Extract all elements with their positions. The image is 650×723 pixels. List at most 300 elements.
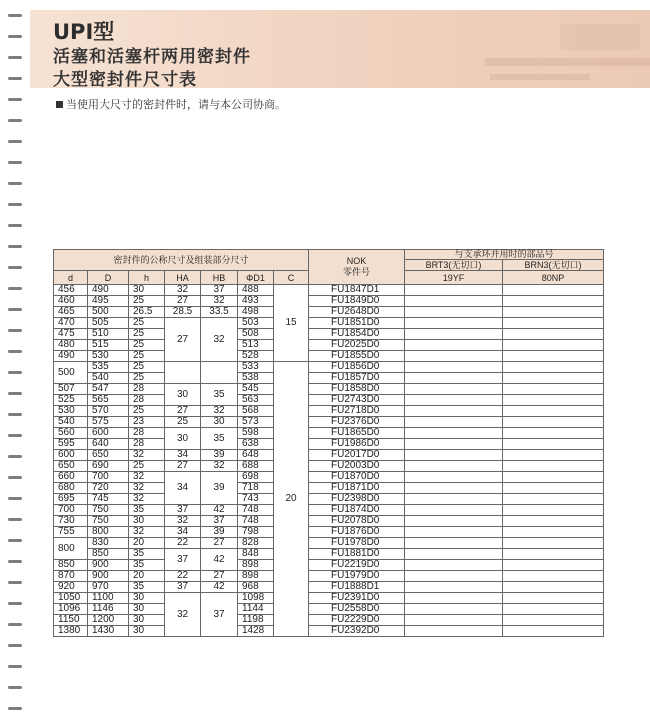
cell-brt3 bbox=[405, 527, 503, 538]
cell-brt3 bbox=[405, 318, 503, 329]
cell-d: 500 bbox=[54, 362, 88, 384]
cell-D1: 568 bbox=[238, 406, 274, 417]
cell-HB: 27 bbox=[201, 538, 238, 549]
cell-h: 30 bbox=[129, 626, 165, 637]
cell-nok-part: FU1851D0 bbox=[309, 318, 405, 329]
table-row bbox=[54, 329, 604, 340]
cell-HB: 39 bbox=[201, 527, 238, 538]
binder-hole bbox=[8, 539, 22, 542]
table-row bbox=[54, 285, 604, 296]
brt3-material: 19YF bbox=[405, 271, 503, 285]
cell-HA: 32 bbox=[165, 593, 201, 637]
cell-HA: 22 bbox=[165, 571, 201, 582]
cell-D: 500 bbox=[88, 307, 129, 318]
cell-brn3 bbox=[503, 461, 604, 472]
cell-brn3 bbox=[503, 417, 604, 428]
cell-brn3 bbox=[503, 406, 604, 417]
col-h: h bbox=[129, 271, 165, 285]
cell-D1: 503 bbox=[238, 318, 274, 329]
cell-d: 700 bbox=[54, 505, 88, 516]
cell-d: 507 bbox=[54, 384, 88, 395]
cell-HB: 32 bbox=[201, 406, 238, 417]
cell-d: 870 bbox=[54, 571, 88, 582]
cell-D1: 698 bbox=[238, 472, 274, 483]
cell-brt3 bbox=[405, 615, 503, 626]
cell-h: 30 bbox=[129, 615, 165, 626]
cell-brn3 bbox=[503, 439, 604, 450]
table-row bbox=[54, 340, 604, 351]
cell-d: 800 bbox=[54, 538, 88, 560]
cell-d: 660 bbox=[54, 472, 88, 483]
cell-D1: 508 bbox=[238, 329, 274, 340]
cell-D1: 573 bbox=[238, 417, 274, 428]
cell-d: 530 bbox=[54, 406, 88, 417]
cell-d: 695 bbox=[54, 494, 88, 505]
cell-brt3 bbox=[405, 604, 503, 615]
table-row bbox=[54, 626, 604, 637]
cell-h: 26.5 bbox=[129, 307, 165, 318]
cell-d: 540 bbox=[54, 417, 88, 428]
bleed-through-text bbox=[480, 24, 650, 84]
binder-hole bbox=[8, 413, 22, 416]
table-row bbox=[54, 373, 604, 384]
cell-HB: 32 bbox=[201, 461, 238, 472]
seal-size-table bbox=[53, 249, 604, 637]
cell-D: 750 bbox=[88, 516, 129, 527]
cell-HA: 32 bbox=[165, 516, 201, 527]
cell-D1: 1144 bbox=[238, 604, 274, 615]
cell-brn3 bbox=[503, 593, 604, 604]
cell-D1: 898 bbox=[238, 571, 274, 582]
cell-brn3 bbox=[503, 384, 604, 395]
cell-brn3 bbox=[503, 604, 604, 615]
cell-h: 35 bbox=[129, 582, 165, 593]
cell-h: 20 bbox=[129, 571, 165, 582]
cell-D: 850 bbox=[88, 549, 129, 560]
cell-nok-part: FU2558D0 bbox=[309, 604, 405, 615]
cell-d: 1380 bbox=[54, 626, 88, 637]
cell-nok-part: FU1855D0 bbox=[309, 351, 405, 362]
cell-D1: 563 bbox=[238, 395, 274, 406]
cell-h: 30 bbox=[129, 593, 165, 604]
cell-D: 640 bbox=[88, 439, 129, 450]
cell-brn3 bbox=[503, 549, 604, 560]
binder-hole bbox=[8, 245, 22, 248]
cell-d: 470 bbox=[54, 318, 88, 329]
cell-h: 28 bbox=[129, 384, 165, 395]
binder-hole bbox=[8, 392, 22, 395]
cell-brn3 bbox=[503, 560, 604, 571]
cell-d: 680 bbox=[54, 483, 88, 494]
cell-d: 850 bbox=[54, 560, 88, 571]
cell-brt3 bbox=[405, 373, 503, 384]
cell-brt3 bbox=[405, 285, 503, 296]
cell-brn3 bbox=[503, 472, 604, 483]
cell-brn3 bbox=[503, 395, 604, 406]
cell-HB: 33.5 bbox=[201, 307, 238, 318]
binder-hole bbox=[8, 119, 22, 122]
cell-brn3 bbox=[503, 329, 604, 340]
cell-D1: 598 bbox=[238, 428, 274, 439]
cell-nok-part: FU2648D0 bbox=[309, 307, 405, 318]
cell-HB: 39 bbox=[201, 472, 238, 505]
binder-hole bbox=[8, 56, 22, 59]
cell-nok-part: FU1986D0 bbox=[309, 439, 405, 450]
cell-brt3 bbox=[405, 472, 503, 483]
cell-brn3 bbox=[503, 362, 604, 373]
cell-nok-part: FU2718D0 bbox=[309, 406, 405, 417]
cell-brt3 bbox=[405, 307, 503, 318]
cell-brn3 bbox=[503, 494, 604, 505]
cell-HB: 30 bbox=[201, 417, 238, 428]
table-row bbox=[54, 538, 604, 549]
cell-nok-part: FU1865D0 bbox=[309, 428, 405, 439]
binder-hole bbox=[8, 35, 22, 38]
cell-h: 25 bbox=[129, 318, 165, 329]
cell-HB: 42 bbox=[201, 582, 238, 593]
cell-brn3 bbox=[503, 318, 604, 329]
cell-HA: 27 bbox=[165, 318, 201, 362]
cell-brt3 bbox=[405, 417, 503, 428]
cell-D: 900 bbox=[88, 560, 129, 571]
table-row bbox=[54, 505, 604, 516]
cell-brn3 bbox=[503, 538, 604, 549]
cell-D1: 538 bbox=[238, 373, 274, 384]
cell-brn3 bbox=[503, 450, 604, 461]
backup-header-text: 与支承环并用时的部品号 bbox=[405, 250, 603, 260]
col-d: d bbox=[54, 271, 88, 285]
cell-HB: 35 bbox=[201, 384, 238, 406]
binder-hole bbox=[8, 308, 22, 311]
table-row bbox=[54, 428, 604, 439]
binder-hole bbox=[8, 329, 22, 332]
cell-brt3 bbox=[405, 406, 503, 417]
binder-hole bbox=[8, 98, 22, 101]
cell-D: 540 bbox=[88, 373, 129, 384]
cell-D1: 528 bbox=[238, 351, 274, 362]
cell-HA: 22 bbox=[165, 538, 201, 549]
cell-D1: 848 bbox=[238, 549, 274, 560]
cell-HB: 35 bbox=[201, 428, 238, 450]
binder-hole bbox=[8, 476, 22, 479]
cell-HA: 37 bbox=[165, 582, 201, 593]
cell-h: 28 bbox=[129, 395, 165, 406]
cell-nok-part: FU1849D0 bbox=[309, 296, 405, 307]
cell-d: 460 bbox=[54, 296, 88, 307]
cell-HA: 27 bbox=[165, 296, 201, 307]
binder-hole bbox=[8, 182, 22, 185]
cell-brn3 bbox=[503, 615, 604, 626]
cell-HB: 42 bbox=[201, 505, 238, 516]
brn3-label: BRN3(无切口) bbox=[524, 260, 582, 270]
cell-d: 1050 bbox=[54, 593, 88, 604]
cell-d: 1096 bbox=[54, 604, 88, 615]
cell-nok-part: FU1857D0 bbox=[309, 373, 405, 384]
cell-brt3 bbox=[405, 461, 503, 472]
cell-HA: 37 bbox=[165, 549, 201, 571]
cell-HA: 30 bbox=[165, 384, 201, 406]
cell-D: 745 bbox=[88, 494, 129, 505]
cell-HB: 39 bbox=[201, 450, 238, 461]
cell-brn3 bbox=[503, 505, 604, 516]
cell-brn3 bbox=[503, 428, 604, 439]
cell-D1: 545 bbox=[238, 384, 274, 395]
cell-D: 530 bbox=[88, 351, 129, 362]
cell-brt3 bbox=[405, 296, 503, 307]
table-row bbox=[54, 307, 604, 318]
cell-D: 690 bbox=[88, 461, 129, 472]
cell-brt3 bbox=[405, 351, 503, 362]
table-row bbox=[54, 351, 604, 362]
cell-D: 830 bbox=[88, 538, 129, 549]
table-row bbox=[54, 527, 604, 538]
cell-HB: 27 bbox=[201, 571, 238, 582]
cell-d: 595 bbox=[54, 439, 88, 450]
cell-h: 35 bbox=[129, 560, 165, 571]
cell-HB: 32 bbox=[201, 318, 238, 362]
cell-brn3 bbox=[503, 582, 604, 593]
table-row bbox=[54, 571, 604, 582]
cell-HA: 27 bbox=[165, 406, 201, 417]
bullet-square-icon bbox=[56, 101, 63, 108]
cell-brt3 bbox=[405, 384, 503, 395]
cell-D1: 968 bbox=[238, 582, 274, 593]
binder-hole bbox=[8, 14, 22, 17]
cell-nok-part: FU2376D0 bbox=[309, 417, 405, 428]
cell-nok-part: FU2398D0 bbox=[309, 494, 405, 505]
cell-D1: 718 bbox=[238, 483, 274, 494]
cell-nok-part: FU1881D0 bbox=[309, 549, 405, 560]
cell-h: 25 bbox=[129, 461, 165, 472]
cell-brn3 bbox=[503, 373, 604, 384]
cell-brt3 bbox=[405, 494, 503, 505]
cell-C: 20 bbox=[274, 362, 309, 637]
cell-h: 32 bbox=[129, 527, 165, 538]
table-row bbox=[54, 582, 604, 593]
nok-header: NOK 零件号 bbox=[309, 250, 405, 285]
cell-nok-part: FU1978D0 bbox=[309, 538, 405, 549]
cell-HA: 25 bbox=[165, 417, 201, 428]
page-subtitle: 大型密封件尺寸表 bbox=[53, 70, 197, 90]
cell-brn3 bbox=[503, 285, 604, 296]
cell-D1: 798 bbox=[238, 527, 274, 538]
cell-brn3 bbox=[503, 626, 604, 637]
cell-h: 28 bbox=[129, 428, 165, 439]
cell-h: 23 bbox=[129, 417, 165, 428]
table-row bbox=[54, 417, 604, 428]
cell-brn3 bbox=[503, 483, 604, 494]
cell-D1: 493 bbox=[238, 296, 274, 307]
cell-brt3 bbox=[405, 549, 503, 560]
cell-HB: 42 bbox=[201, 549, 238, 571]
binder-hole bbox=[8, 224, 22, 227]
cell-h: 32 bbox=[129, 450, 165, 461]
cell-brt3 bbox=[405, 626, 503, 637]
cell-nok-part: FU1979D0 bbox=[309, 571, 405, 582]
binder-hole bbox=[8, 602, 22, 605]
cell-nok-part: FU1876D0 bbox=[309, 527, 405, 538]
cell-nok-part: FU2025D0 bbox=[309, 340, 405, 351]
cell-D1: 748 bbox=[238, 516, 274, 527]
cell-brn3 bbox=[503, 516, 604, 527]
table-row bbox=[54, 560, 604, 571]
series-title: UPI型 bbox=[53, 20, 115, 44]
table-row bbox=[54, 483, 604, 494]
table-row bbox=[54, 549, 604, 560]
cell-h: 25 bbox=[129, 373, 165, 384]
cell-nok-part: FU1854D0 bbox=[309, 329, 405, 340]
cell-D1: 1098 bbox=[238, 593, 274, 604]
cell-D: 900 bbox=[88, 571, 129, 582]
cell-brt3 bbox=[405, 593, 503, 604]
col-HB: HB bbox=[201, 271, 238, 285]
cell-h: 35 bbox=[129, 549, 165, 560]
cell-d: 490 bbox=[54, 351, 88, 362]
table-row bbox=[54, 461, 604, 472]
cell-d: 456 bbox=[54, 285, 88, 296]
cell-HB: 37 bbox=[201, 593, 238, 637]
cell-HA: 37 bbox=[165, 505, 201, 516]
table-row bbox=[54, 439, 604, 450]
cell-d: 920 bbox=[54, 582, 88, 593]
cell-nok-part: FU1874D0 bbox=[309, 505, 405, 516]
cell-brt3 bbox=[405, 329, 503, 340]
binder-hole bbox=[8, 518, 22, 521]
table-row bbox=[54, 516, 604, 527]
binder-hole bbox=[8, 665, 22, 668]
binder-hole bbox=[8, 560, 22, 563]
cell-HA: 32 bbox=[165, 285, 201, 296]
cell-D: 565 bbox=[88, 395, 129, 406]
table-row bbox=[54, 593, 604, 604]
cell-brn3 bbox=[503, 571, 604, 582]
binder-hole bbox=[8, 497, 22, 500]
cell-brt3 bbox=[405, 483, 503, 494]
cell-h: 25 bbox=[129, 351, 165, 362]
table-row bbox=[54, 615, 604, 626]
binder-hole bbox=[8, 434, 22, 437]
col-C: C bbox=[274, 271, 309, 285]
cell-nok-part: FU2017D0 bbox=[309, 450, 405, 461]
col-D: D bbox=[88, 271, 129, 285]
binder-hole bbox=[8, 203, 22, 206]
cell-C: 15 bbox=[274, 285, 309, 362]
cell-h: 20 bbox=[129, 538, 165, 549]
cell-h: 25 bbox=[129, 296, 165, 307]
cell-D: 495 bbox=[88, 296, 129, 307]
cell-HB: 37 bbox=[201, 516, 238, 527]
table-row bbox=[54, 395, 604, 406]
cell-D1: 743 bbox=[238, 494, 274, 505]
table-row bbox=[54, 406, 604, 417]
cell-D: 720 bbox=[88, 483, 129, 494]
cell-D: 600 bbox=[88, 428, 129, 439]
binder-hole bbox=[8, 623, 22, 626]
table-row bbox=[54, 472, 604, 483]
cell-HA: 30 bbox=[165, 428, 201, 450]
col-HA: HA bbox=[165, 271, 201, 285]
cell-HB: 37 bbox=[201, 285, 238, 296]
cell-brn3 bbox=[503, 307, 604, 318]
cell-brn3 bbox=[503, 340, 604, 351]
cell-D: 510 bbox=[88, 329, 129, 340]
cell-brt3 bbox=[405, 362, 503, 373]
cell-D1: 828 bbox=[238, 538, 274, 549]
cell-D1: 1428 bbox=[238, 626, 274, 637]
cell-nok-part: FU1871D0 bbox=[309, 483, 405, 494]
cell-brt3 bbox=[405, 516, 503, 527]
cell-brt3 bbox=[405, 505, 503, 516]
cell-D1: 638 bbox=[238, 439, 274, 450]
cell-brt3 bbox=[405, 439, 503, 450]
binder-hole bbox=[8, 686, 22, 689]
cell-nok-part: FU2078D0 bbox=[309, 516, 405, 527]
cell-HB bbox=[201, 362, 238, 384]
cell-h: 30 bbox=[129, 285, 165, 296]
cell-brt3 bbox=[405, 538, 503, 549]
binder-hole bbox=[8, 644, 22, 647]
cell-h: 25 bbox=[129, 406, 165, 417]
page-title: 活塞和活塞杆两用密封件 bbox=[53, 47, 251, 67]
cell-d: 525 bbox=[54, 395, 88, 406]
cell-HB: 32 bbox=[201, 296, 238, 307]
cell-nok-part: FU1870D0 bbox=[309, 472, 405, 483]
cell-D: 505 bbox=[88, 318, 129, 329]
col-D1: ΦD1 bbox=[238, 271, 274, 285]
binder-hole bbox=[8, 455, 22, 458]
note bbox=[56, 96, 286, 112]
cell-D: 700 bbox=[88, 472, 129, 483]
cell-h: 32 bbox=[129, 494, 165, 505]
cell-brt3 bbox=[405, 450, 503, 461]
cell-d: 600 bbox=[54, 450, 88, 461]
cell-D1: 688 bbox=[238, 461, 274, 472]
binder-hole bbox=[8, 140, 22, 143]
cell-d: 560 bbox=[54, 428, 88, 439]
cell-D: 535 bbox=[88, 362, 129, 373]
cell-h: 35 bbox=[129, 505, 165, 516]
cell-D: 970 bbox=[88, 582, 129, 593]
binder-hole bbox=[8, 707, 22, 710]
cell-D: 1430 bbox=[88, 626, 129, 637]
cell-D: 1200 bbox=[88, 615, 129, 626]
cell-brn3 bbox=[503, 527, 604, 538]
cell-D: 1100 bbox=[88, 593, 129, 604]
binder-hole bbox=[8, 77, 22, 80]
cell-D1: 488 bbox=[238, 285, 274, 296]
cell-nok-part: FU2229D0 bbox=[309, 615, 405, 626]
cell-d: 480 bbox=[54, 340, 88, 351]
cell-D1: 1198 bbox=[238, 615, 274, 626]
brt3-label: BRT3(无切口) bbox=[405, 260, 503, 270]
cell-D: 575 bbox=[88, 417, 129, 428]
cell-D1: 533 bbox=[238, 362, 274, 373]
cell-d: 475 bbox=[54, 329, 88, 340]
cell-HA: 34 bbox=[165, 472, 201, 505]
cell-D: 750 bbox=[88, 505, 129, 516]
cell-brt3 bbox=[405, 582, 503, 593]
cell-nok-part: FU1847D1 bbox=[309, 285, 405, 296]
cell-brt3 bbox=[405, 340, 503, 351]
cell-h: 32 bbox=[129, 483, 165, 494]
table-row bbox=[54, 296, 604, 307]
table-row bbox=[54, 318, 604, 329]
cell-D: 547 bbox=[88, 384, 129, 395]
cell-D1: 648 bbox=[238, 450, 274, 461]
cell-D: 515 bbox=[88, 340, 129, 351]
cell-D1: 898 bbox=[238, 560, 274, 571]
backup-header bbox=[405, 250, 604, 271]
